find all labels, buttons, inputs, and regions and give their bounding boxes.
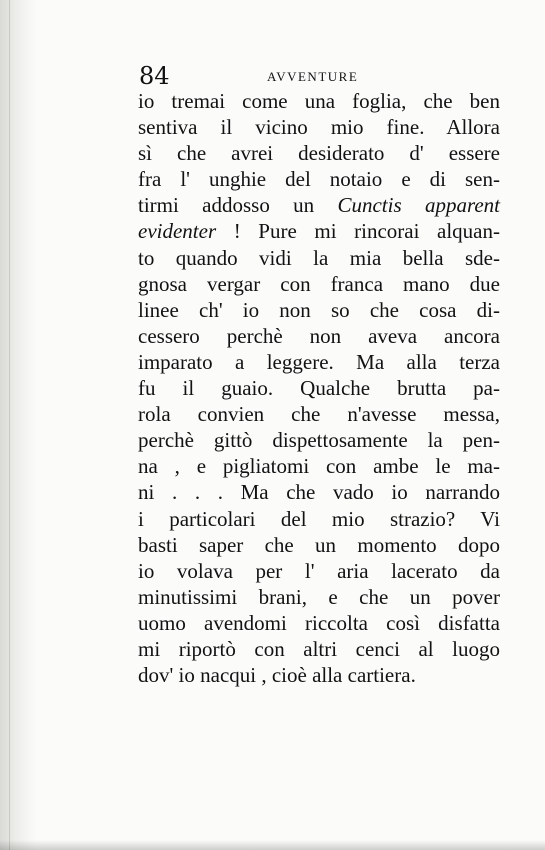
- text-line: [138, 88, 500, 114]
- text-line: [138, 271, 500, 297]
- text-line: [138, 479, 500, 505]
- italic-latin-phrase: Cunctis apparent: [337, 193, 501, 218]
- text-run: io volava per l' aria lacerato da: [138, 558, 500, 583]
- running-head: AVVENTURE: [267, 69, 359, 84]
- text-run: sentiva il vicino mio fine. Allora: [138, 115, 500, 140]
- text-line: [138, 349, 500, 375]
- text-run: sì che avrei desiderato d' essere: [138, 141, 500, 166]
- text-line: [138, 375, 500, 401]
- text-run: ! Pure mi rincorai alquan-: [216, 219, 500, 244]
- text-line: [138, 453, 500, 479]
- text-line: [138, 584, 500, 610]
- page-number: 84: [139, 62, 170, 90]
- text-line: [138, 427, 500, 453]
- text-line: [138, 401, 500, 427]
- text-line: [138, 610, 500, 636]
- text-line: [138, 192, 500, 218]
- text-line: [138, 636, 500, 662]
- text-line: [138, 166, 500, 192]
- text-run: tirmi addosso un: [138, 193, 338, 218]
- text-run: fu il guaio. Qualche brutta pa-: [138, 376, 500, 401]
- text-line: [138, 297, 500, 323]
- text-run: perchè gittò dispettosamente la pen-: [138, 428, 500, 453]
- text-run: fra l' unghie del notaio e di sen-: [138, 167, 500, 192]
- page-bottom-edge: [0, 840, 545, 850]
- text-run: na , e pigliatomi con ambe le ma-: [138, 454, 500, 479]
- text-run: uomo avendomi riccolta così disfatta: [138, 610, 500, 635]
- text-run: ni . . . Ma che vado io narrando: [138, 480, 500, 505]
- text-run: cessero perchè non aveva ancora: [138, 323, 500, 348]
- text-run: io tremai come una foglia, che ben: [138, 89, 500, 113]
- text-line: [138, 662, 500, 688]
- text-line: [138, 218, 500, 244]
- text-run: i particolari del mio strazio? Vi: [138, 506, 500, 531]
- text-run: rola convien che n'avesse messa,: [138, 402, 500, 427]
- text-line: [138, 558, 500, 584]
- italic-latin-phrase: evidenter: [138, 219, 217, 244]
- text-line: [138, 506, 500, 532]
- text-line: [138, 532, 500, 558]
- text-run: linee ch' io non so che cosa di-: [138, 297, 500, 322]
- text-run: imparato a leggere. Ma alla terza: [138, 349, 500, 374]
- text-line: [138, 114, 500, 140]
- text-run: minutissimi brani, e che un pover: [138, 584, 500, 609]
- text-run: basti saper che un momento dopo: [138, 532, 500, 557]
- text-run: gnosa vergar con franca mano due: [138, 271, 500, 296]
- text-line: [138, 323, 500, 349]
- page-gutter-shadow: [0, 0, 38, 850]
- text-run: mi riportò con altri cenci al luogo: [138, 636, 500, 661]
- gutter-fold-line: [9, 0, 10, 850]
- text-line: [138, 245, 500, 271]
- text-run: dov' io nacqui , cioè alla cartiera.: [138, 663, 416, 688]
- body-text: [138, 88, 500, 688]
- text-line: [138, 140, 500, 166]
- text-run: to quando vidi la mia bella sde-: [138, 245, 500, 270]
